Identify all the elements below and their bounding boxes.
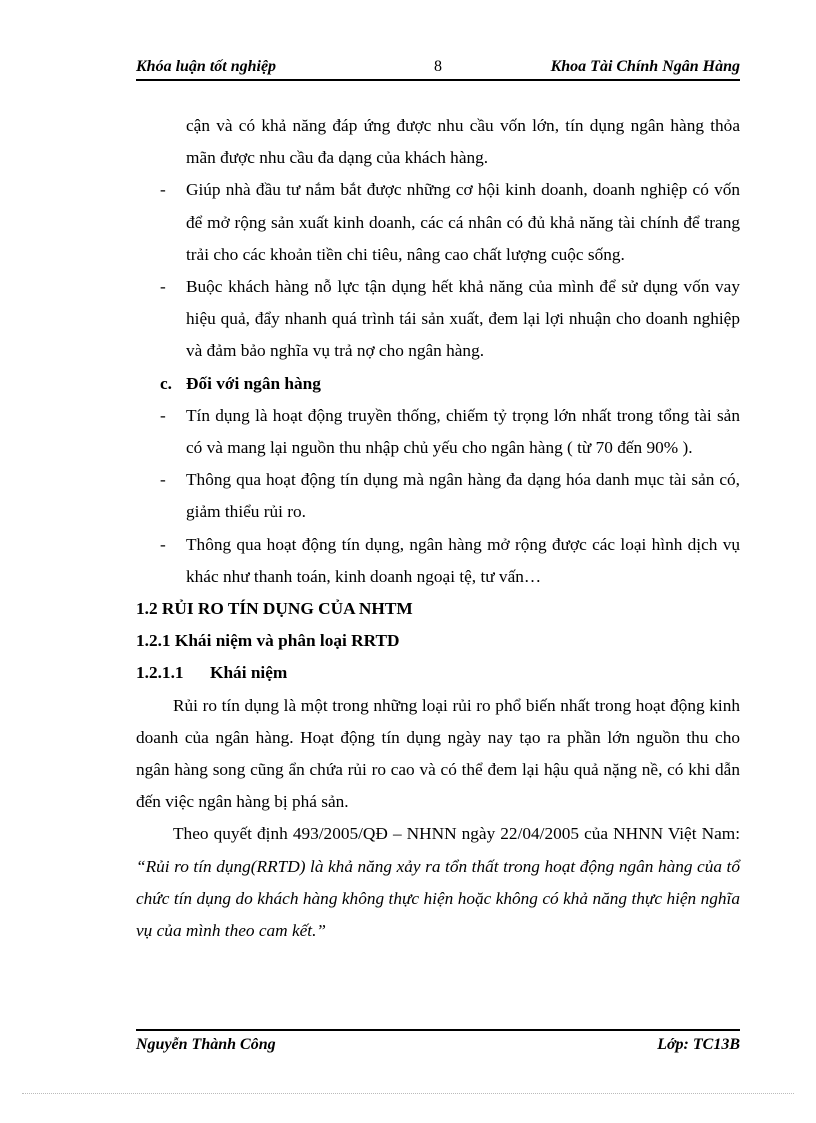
continued-paragraph: cận và có khả năng đáp ứng được nhu cầu vốn lớn, tín dụng ngân hàng thỏa mãn được nhu cầu đa dạng của khách hàng. <box>186 116 740 168</box>
page-footer <box>136 1029 740 1057</box>
page-number: 8 <box>434 58 442 75</box>
concept-paragraph: Rủi ro tín dụng là một trong những loại rủi ro phổ biến nhất trong hoạt động kinh doanh của ngân hàng. Hoạt động tín dụng ngày nay tạo ra phần lớn nguồn thu cho ngân hàng song cũng ẩn chứa rủi ro cao và có thể đem lại hậu quả nặng nề, có khi dẫn đến việc ngân hàng bị phá sản. <box>136 695 740 812</box>
section-heading-1-2-1: 1.2.1 Khái niệm và phân loại RRTD <box>136 631 400 651</box>
subheading-text: Đối với ngân hàng <box>186 373 321 393</box>
bullet-item <box>136 271 740 368</box>
decision-lead: Theo quyết định 493/2005/QĐ – NHNN ngày 22/04/2005 của NHNN Việt Nam: <box>173 824 740 844</box>
bullet-marker: - <box>160 470 166 490</box>
bullet-item <box>136 400 740 464</box>
page-boundary-line <box>22 1093 794 1094</box>
footer-author: Nguyễn Thành Công <box>136 1036 276 1053</box>
header-thesis-title: Khóa luận tốt nghiệp <box>136 58 277 75</box>
page-header <box>136 57 740 81</box>
bullet-marker: - <box>160 405 166 425</box>
bullet-text: Thông qua hoạt động tín dụng, ngân hàng mở rộng được các loại hình dịch vụ khác như thanh toán, kinh doanh ngoại tệ, tư vấn… <box>186 534 740 586</box>
footer-class: Lớp: TC13B <box>657 1036 740 1053</box>
bullet-text: Tín dụng là hoạt động truyền thống, chiếm tỷ trọng lớn nhất trong tổng tài sản có và mang lại nguồn thu nhập chủ yếu cho ngân hàng ( từ 70 đến 90% ). <box>186 405 740 458</box>
subheading-bank <box>136 368 740 400</box>
bullet-item <box>136 529 740 593</box>
page-body <box>136 110 740 947</box>
bullet-item <box>136 464 740 528</box>
decision-quote: “Rủi ro tín dụng(RRTD) là khả năng xảy ra tổn thất trong hoạt động ngân hàng của tổ chức tín dụng do khách hàng không thực hiện hoặc không có khả năng thực hiện nghĩa vụ của mình theo cam kết.” <box>136 856 740 941</box>
section-heading-1-2-1-1 <box>136 657 740 689</box>
bullet-marker: - <box>160 180 166 200</box>
section-heading-1-2: 1.2 RỦI RO TÍN DỤNG CỦA NHTM <box>136 599 413 619</box>
bullet-text: Thông qua hoạt động tín dụng mà ngân hàng đa dạng hóa danh mục tài sản có, giảm thiểu rủi ro. <box>186 470 740 522</box>
section-title: Khái niệm <box>210 663 288 683</box>
bullet-text: Buộc khách hàng nỗ lực tận dụng hết khả năng của mình để sử dụng vốn vay hiệu quả, đẩy nhanh quá trình tái sản xuất, đem lại lợi nhuận cho doanh nghiệp và đảm bảo nghĩa vụ trả nợ cho ngân hàng. <box>186 277 740 361</box>
bullet-marker: - <box>160 534 166 554</box>
bullet-text: Giúp nhà đầu tư nắm bắt được những cơ hội kinh doanh, doanh nghiệp có vốn để mở rộng sản xuất kinh doanh, các cá nhân có đủ khả năng tài chính để trang trải cho các khoản tiền chi tiêu, nâng cao chất lượng cuộc sống. <box>186 180 740 264</box>
bullet-item <box>136 174 740 271</box>
bullet-marker: - <box>160 277 166 297</box>
header-faculty: Khoa Tài Chính Ngân Hàng <box>550 58 740 75</box>
subheading-marker: c. <box>160 373 172 393</box>
decision-paragraph <box>136 818 740 947</box>
section-number: 1.2.1.1 <box>136 663 184 683</box>
